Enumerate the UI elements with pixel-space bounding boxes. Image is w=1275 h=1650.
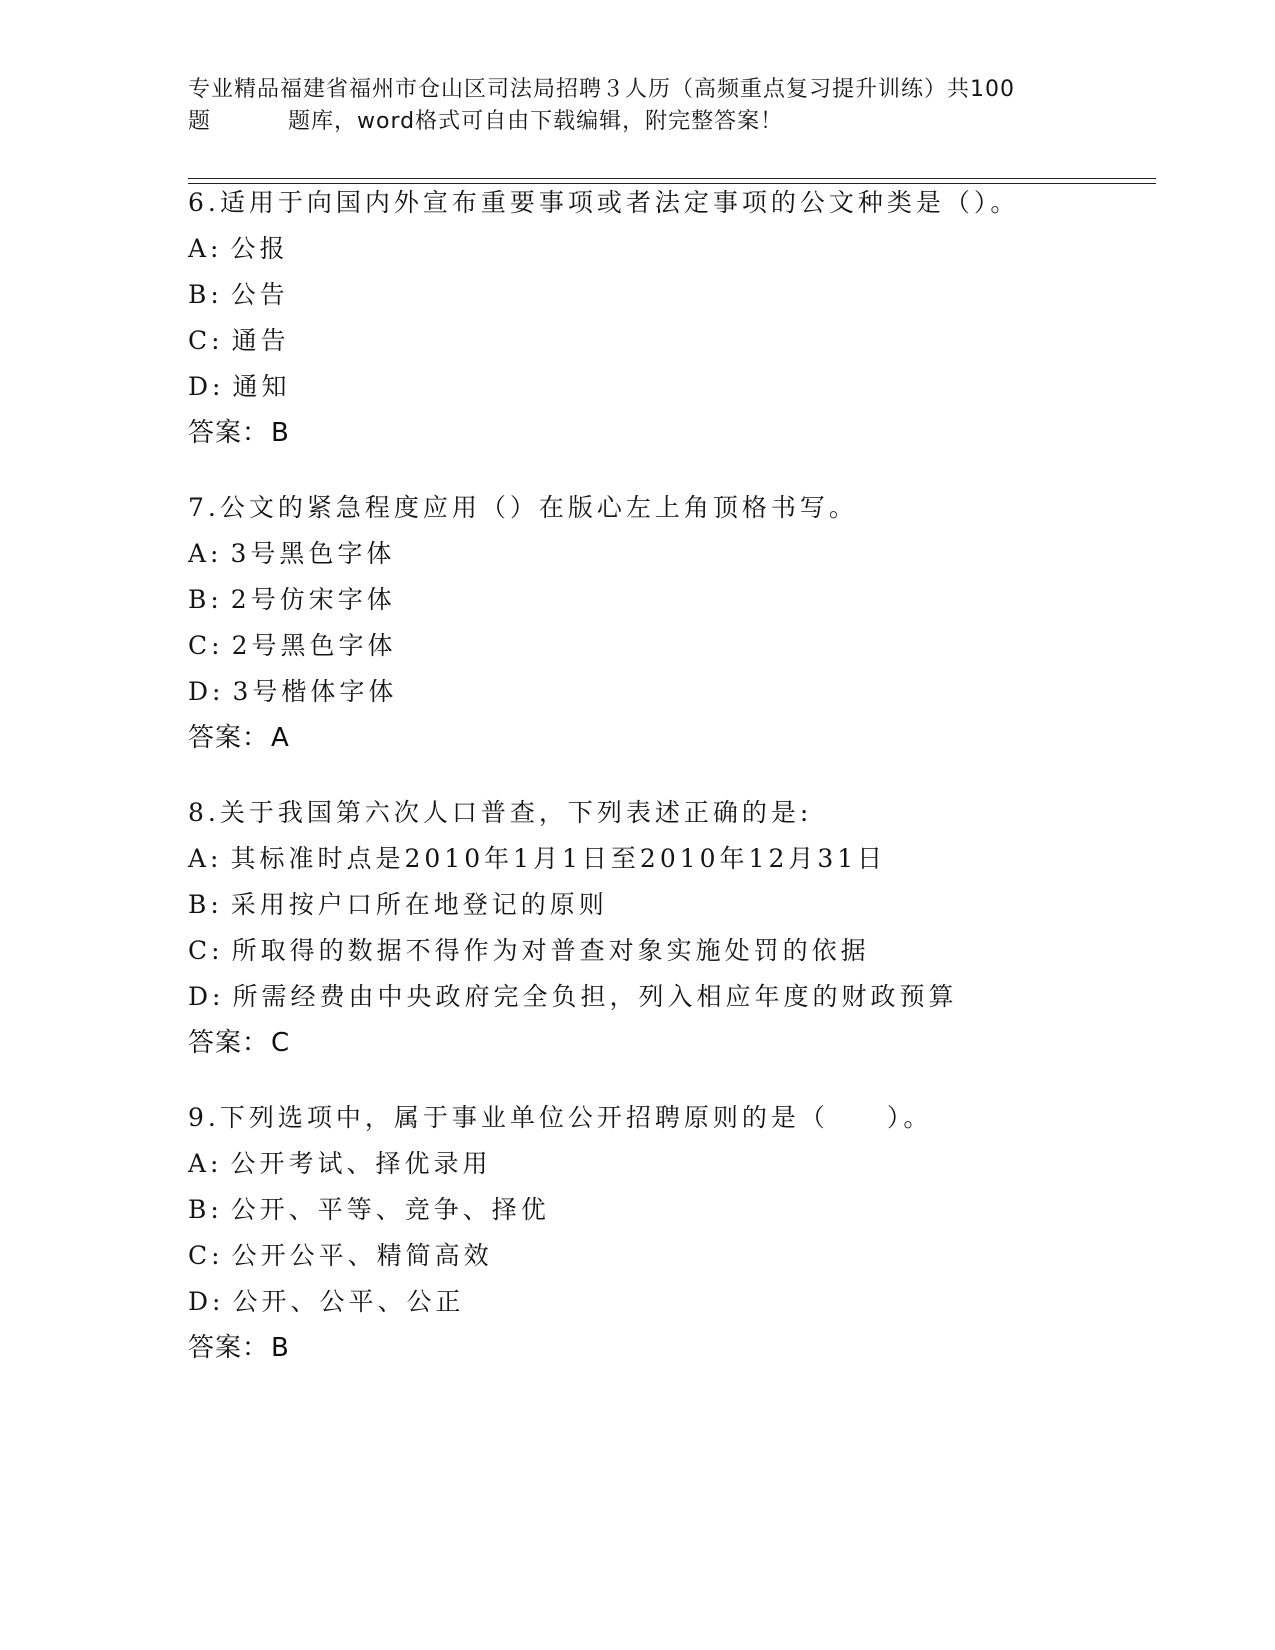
option-text: 2号黑色字体 bbox=[231, 631, 397, 660]
answer-label: 答案： bbox=[188, 1028, 270, 1058]
answer-value: B bbox=[271, 418, 290, 448]
answer-label: 答案： bbox=[188, 1333, 270, 1363]
option-b bbox=[188, 882, 1188, 928]
option-key: B: bbox=[188, 585, 223, 614]
question-stem: 9.下列选项中，属于事业单位公开招聘原则的是（ ）。 bbox=[188, 1103, 933, 1132]
question-stem: 7.公文的紧急程度应用（）在版心左上角顶格书写。 bbox=[188, 493, 858, 522]
question-9 bbox=[188, 1095, 1188, 1371]
document-header bbox=[188, 74, 1088, 138]
option-a bbox=[188, 1141, 1188, 1187]
option-key: B: bbox=[188, 890, 223, 919]
answer-line bbox=[188, 715, 1188, 761]
header-subtitle-right: 题库，word格式可自由下载编辑，附完整答案！ bbox=[288, 109, 784, 134]
option-b bbox=[188, 577, 1188, 623]
option-text: 2号仿宋字体 bbox=[230, 585, 396, 614]
option-text: 公报 bbox=[230, 234, 289, 263]
option-key: C: bbox=[188, 1241, 224, 1270]
option-key: B: bbox=[188, 1195, 223, 1224]
option-text: 3号黑色字体 bbox=[230, 539, 396, 568]
option-key: C: bbox=[188, 936, 224, 965]
question-8 bbox=[188, 790, 1188, 1066]
option-key: D: bbox=[188, 372, 225, 401]
answer-label: 答案： bbox=[188, 723, 270, 753]
option-key: A: bbox=[188, 844, 223, 873]
option-text: 所需经费由中央政府完全负担，列入相应年度的财政预算 bbox=[232, 982, 958, 1011]
option-c bbox=[188, 318, 1188, 364]
answer-label: 答案： bbox=[188, 418, 270, 448]
header-subtitle-left: 题 bbox=[188, 109, 212, 134]
option-c bbox=[188, 1233, 1188, 1279]
question-stem: 8.关于我国第六次人口普查，下列表述正确的是: bbox=[188, 798, 813, 827]
option-text: 采用按户口所在地登记的原则 bbox=[230, 890, 608, 919]
question-6 bbox=[188, 180, 1188, 456]
option-text: 公开、公平、公正 bbox=[232, 1287, 465, 1316]
answer-value: C bbox=[271, 1028, 291, 1058]
option-key: C: bbox=[188, 326, 224, 355]
option-key: B: bbox=[188, 280, 223, 309]
option-key: D: bbox=[188, 982, 225, 1011]
header-divider-top bbox=[188, 178, 1156, 179]
option-text: 公开、平等、竞争、择优 bbox=[230, 1195, 550, 1224]
option-text: 所取得的数据不得作为对普查对象实施处罚的依据 bbox=[231, 936, 870, 965]
answer-value: A bbox=[271, 723, 290, 753]
option-d bbox=[188, 974, 1188, 1020]
option-a bbox=[188, 531, 1188, 577]
option-key: A: bbox=[188, 1149, 223, 1178]
option-b bbox=[188, 1187, 1188, 1233]
option-text: 通告 bbox=[231, 326, 290, 355]
option-text: 公开考试、择优录用 bbox=[230, 1149, 492, 1178]
answer-line bbox=[188, 1020, 1188, 1066]
option-a bbox=[188, 836, 1188, 882]
option-d bbox=[188, 669, 1188, 715]
option-text: 公告 bbox=[230, 280, 289, 309]
question-7 bbox=[188, 485, 1188, 761]
option-text: 公开公平、精简高效 bbox=[231, 1241, 493, 1270]
question-stem: 6.适用于向国内外宣布重要事项或者法定事项的公文种类是（）。 bbox=[188, 188, 1020, 217]
option-c bbox=[188, 623, 1188, 669]
option-key: C: bbox=[188, 631, 224, 660]
header-title-line: 专业精品福建省福州市仓山区司法局招聘３人历（高频重点复习提升训练）共100 bbox=[188, 77, 1015, 102]
option-text: 通知 bbox=[232, 372, 291, 401]
option-key: A: bbox=[188, 539, 223, 568]
option-key: D: bbox=[188, 677, 225, 706]
option-key: A: bbox=[188, 234, 223, 263]
option-c bbox=[188, 928, 1188, 974]
answer-line bbox=[188, 1325, 1188, 1371]
answer-line bbox=[188, 410, 1188, 456]
option-text: 其标准时点是2010年1月1日至2010年12月31日 bbox=[230, 844, 887, 873]
option-a bbox=[188, 226, 1188, 272]
option-d bbox=[188, 364, 1188, 410]
option-d bbox=[188, 1279, 1188, 1325]
option-b bbox=[188, 272, 1188, 318]
header-subtitle-line bbox=[188, 106, 1088, 138]
option-text: 3号楷体字体 bbox=[232, 677, 398, 706]
answer-value: B bbox=[271, 1333, 290, 1363]
option-key: D: bbox=[188, 1287, 225, 1316]
